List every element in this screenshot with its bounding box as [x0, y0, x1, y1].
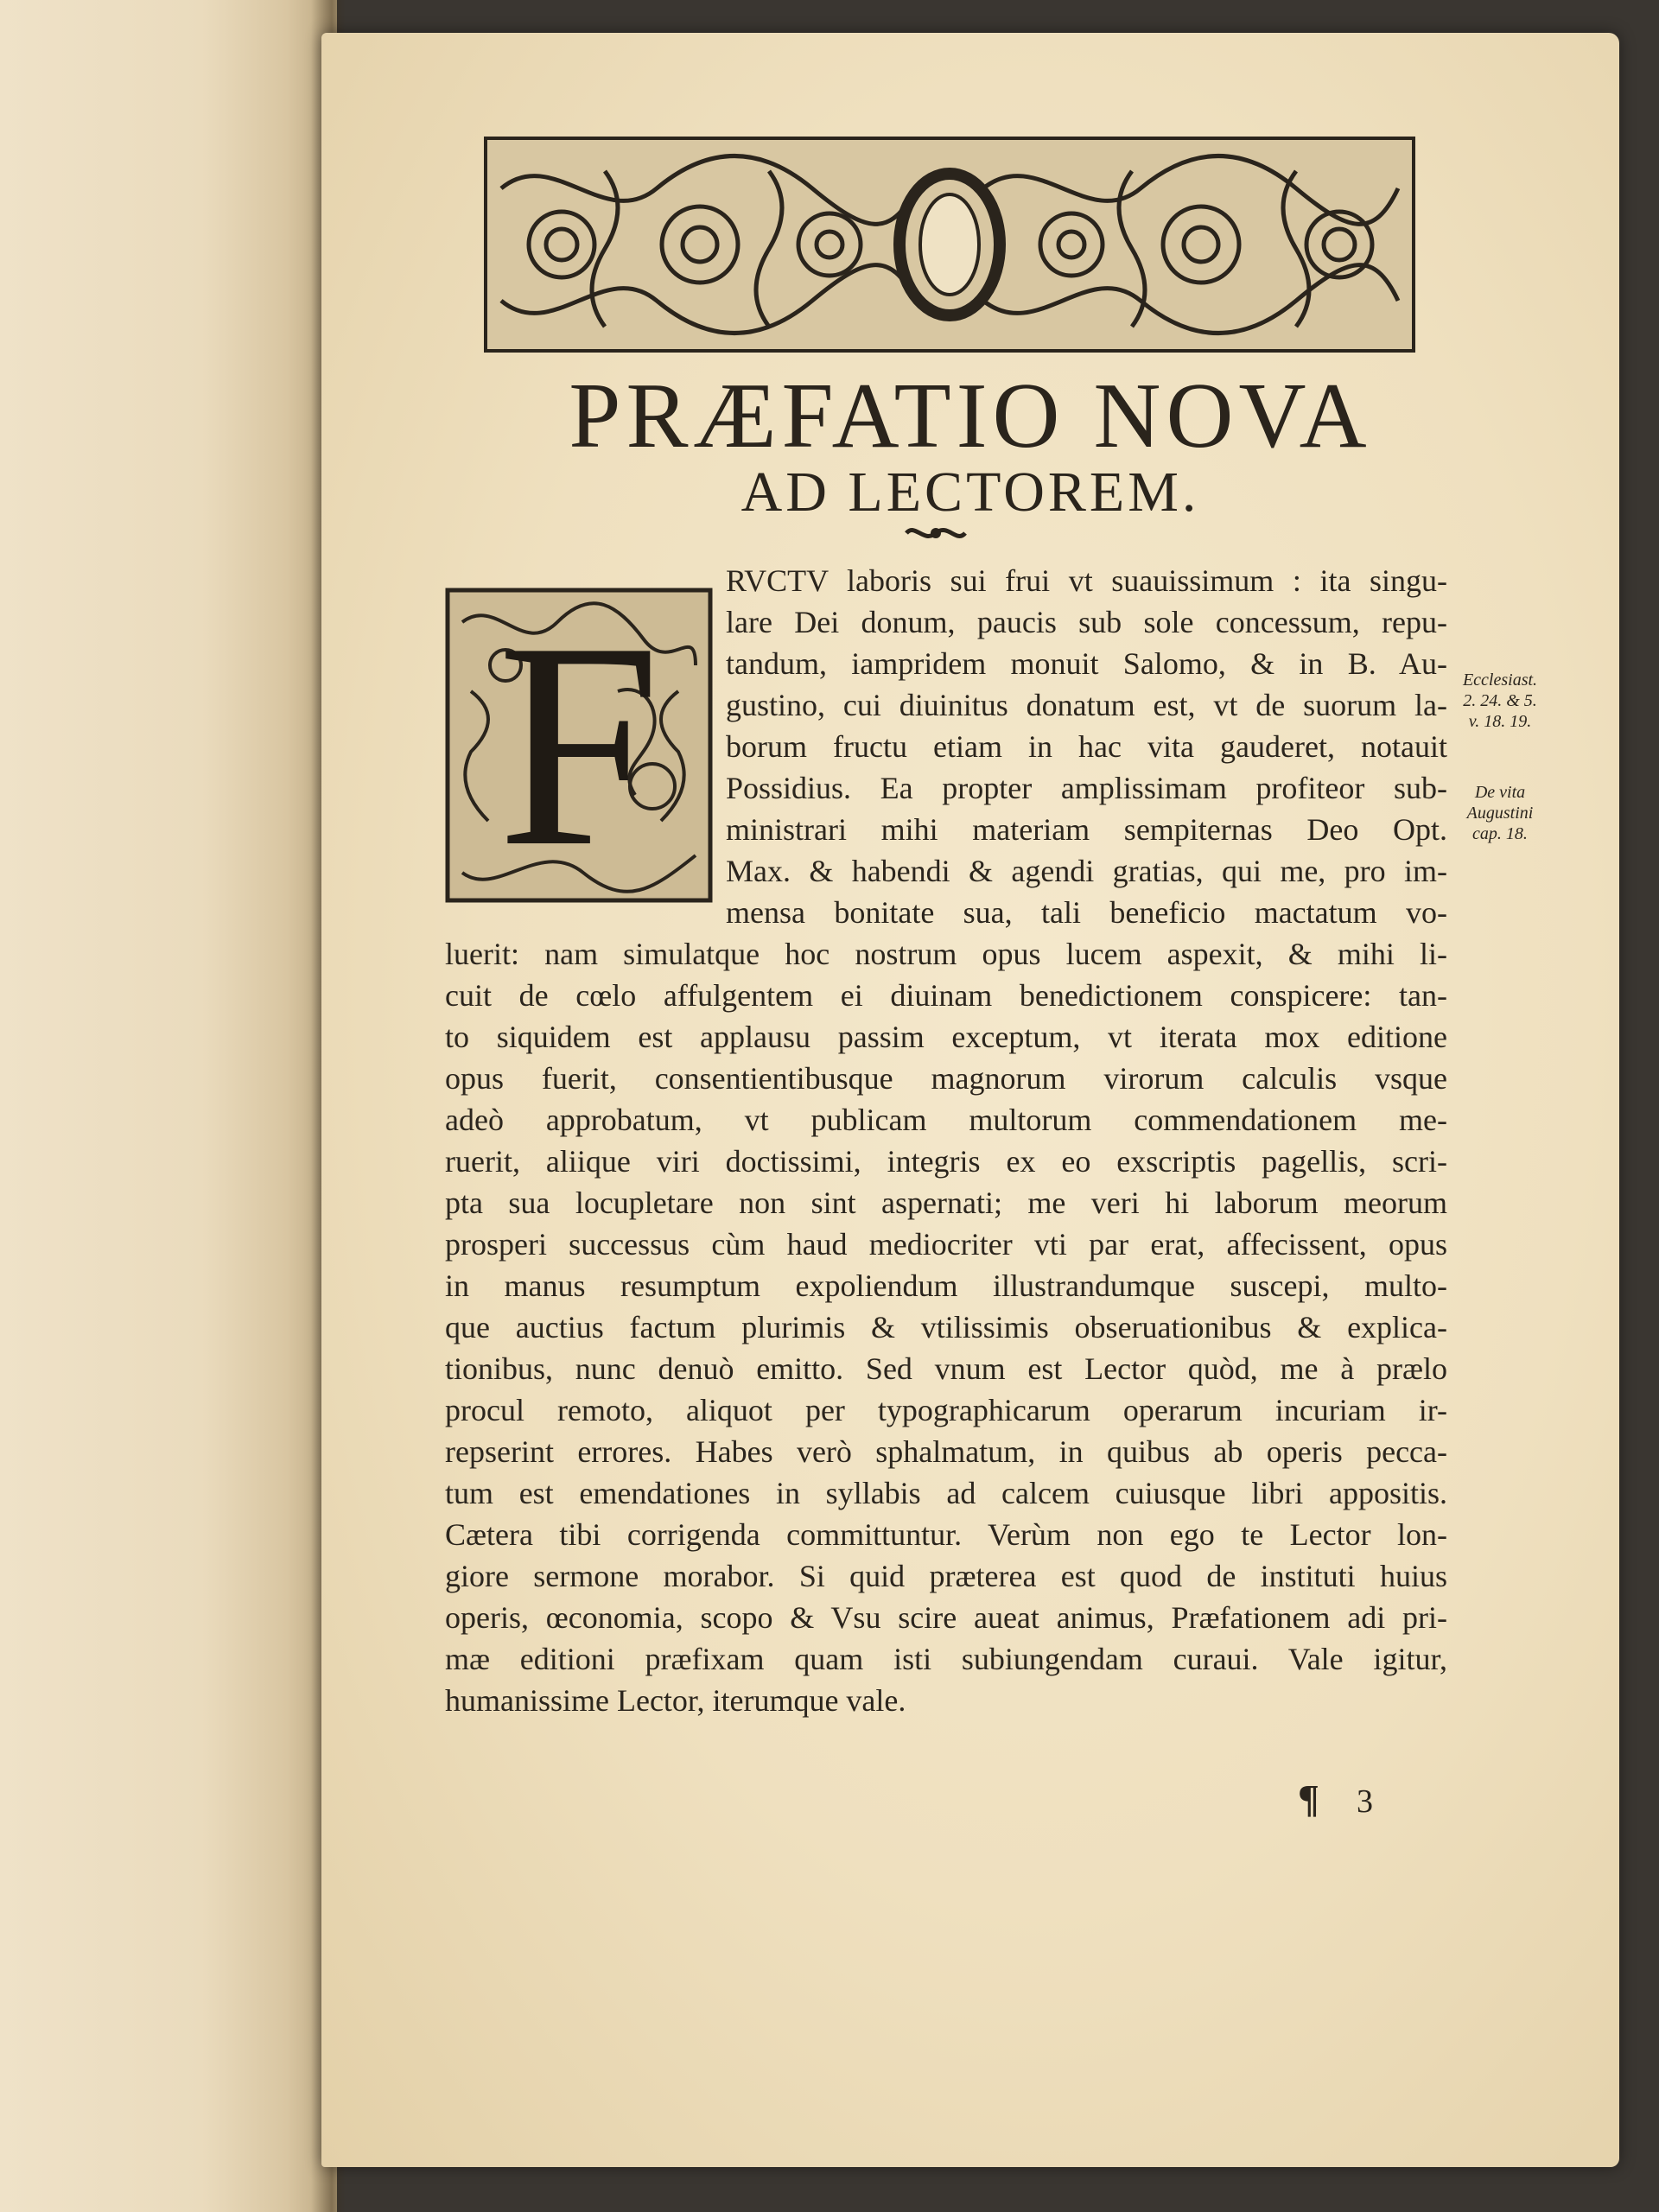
- text-line: repserint errores. Habes verò sphalmatum, in quibus ab operis pecca-: [445, 1434, 1447, 1469]
- text-line: luerit: nam simulatque hoc nostrum opus lucem aspexit, & mihi li-: [445, 937, 1447, 971]
- text-line: ministrari mihi materiam sempiternas Deo Opt.: [726, 812, 1447, 847]
- text-line: mæ editioni præfixam quam isti subiungendam curaui. Vale igitur,: [445, 1642, 1447, 1676]
- page-subtitle: AD LECTOREM.: [741, 461, 1200, 524]
- page-title: PRÆFATIO NOVA: [569, 365, 1372, 467]
- text-line: to siquidem est applausu passim exceptum, vt iterata mox editione: [445, 1020, 1447, 1054]
- text-line: ruerit, aliique viri doctissimi, integris ex eo exscriptis pagellis, scri-: [445, 1144, 1447, 1179]
- text-line: operis, œconomia, scopo & Vsu scire aueat animus, Præfationem adi pri-: [445, 1600, 1447, 1635]
- text-line: humanissime Lector, iterumque vale.: [445, 1683, 906, 1718]
- left-page-edge: [0, 0, 337, 2212]
- text-line: Possidius. Ea propter amplissimam profiteor sub-: [726, 771, 1447, 805]
- text-line: tum est emendationes in syllabis ad calcem cuiusque libri appositis.: [445, 1476, 1447, 1510]
- text-line: tandum, iampridem monuit Salomo, & in B. Au-: [726, 646, 1447, 681]
- text-line: prosperi successus cùm haud mediocriter vti par erat, affecissent, opus: [445, 1227, 1447, 1262]
- text-line: procul remoto, aliquot per typographicarum operarum incuriam ir-: [445, 1393, 1447, 1427]
- preface-body: [445, 560, 1447, 1721]
- signature-mark: ¶: [1298, 1777, 1319, 1821]
- signature-number: 3: [1357, 1783, 1373, 1820]
- text-line: lare Dei donum, paucis sub sole concessum, repu-: [726, 605, 1447, 639]
- text-line: Max. & habendi & agendi gratias, qui me, pro im-: [726, 854, 1447, 888]
- text-line: opus fuerit, consentientibusque magnorum virorum calculis vsque: [445, 1061, 1447, 1096]
- marginal-note-de-vita-augustini: De vita Augustini cap. 18.: [1466, 783, 1534, 843]
- text-line: RVCTV laboris sui frui vt suauissimum : ita singu-: [726, 563, 1447, 598]
- text-line: tionibus, nunc denuò emitto. Sed vnum est Lector quòd, me à prælo: [445, 1351, 1447, 1386]
- text-line: in manus resumptum expoliendum illustrandumque suscepi, multo-: [445, 1268, 1447, 1303]
- text-line: mensa bonitate sua, tali beneficio mactatum vo-: [726, 895, 1447, 930]
- text-line: gustino, cui diuinitus donatum est, vt de suorum la-: [726, 688, 1447, 722]
- text-line: Cætera tibi corrigenda committuntur. Verùm non ego te Lector lon-: [445, 1517, 1447, 1552]
- text-line: que auctius factum plurimis & vtilissimis obseruationibus & explica-: [445, 1310, 1447, 1344]
- ornamental-headpiece: [484, 137, 1415, 353]
- marginal-note-ecclesiastes: Ecclesiast. 2. 24. & 5. v. 18. 19.: [1462, 671, 1538, 731]
- text-line: borum fructu etiam in hac vita gauderet, notauit: [726, 729, 1447, 764]
- text-line: adeò approbatum, vt publicam multorum commendationem me-: [445, 1103, 1447, 1137]
- text-line: giore sermone morabor. Si quid præterea est quod de instituti huius: [445, 1559, 1447, 1593]
- fleuron-ornament-icon: [903, 521, 969, 545]
- initial-letter: F: [497, 582, 661, 907]
- text-line: pta sua locupletare non sint aspernati; me veri hi laborum meorum: [445, 1185, 1447, 1220]
- text-line: cuit de cœlo affulgentem ei diuinam benedictionem conspicere: tan-: [445, 978, 1447, 1013]
